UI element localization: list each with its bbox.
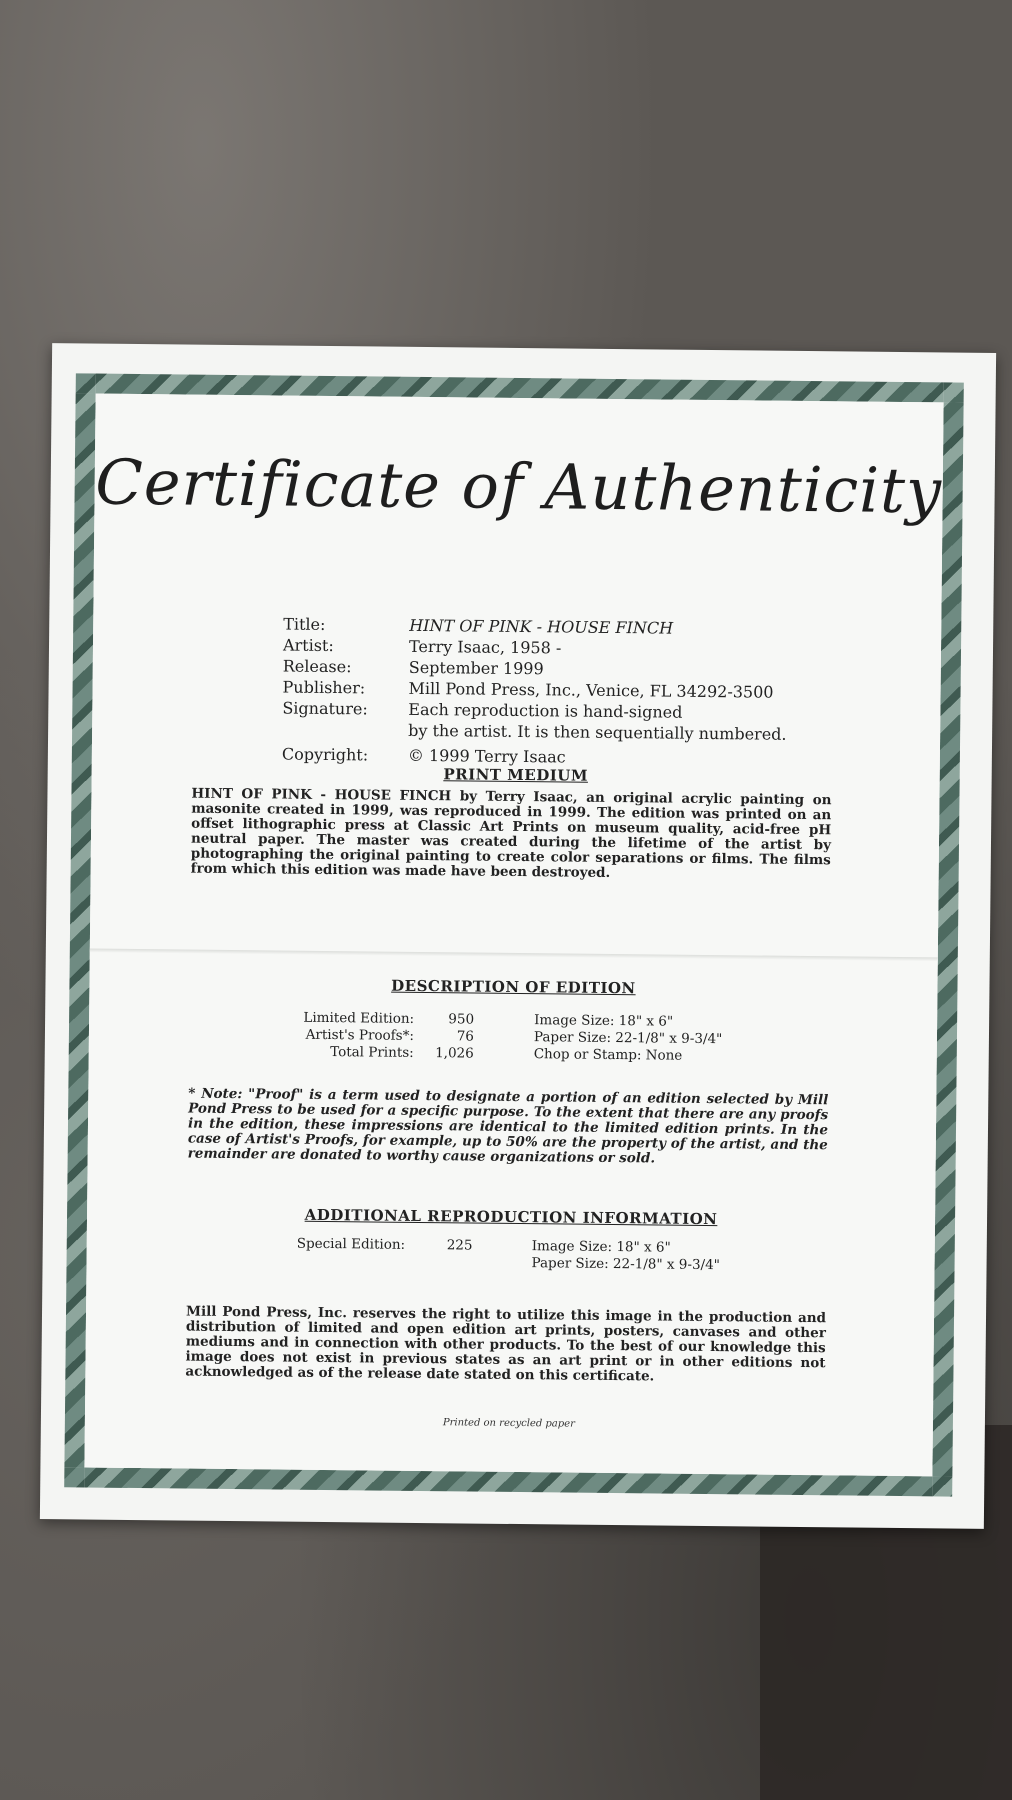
certificate-sheet	[40, 343, 996, 1529]
edition-row: Total Prints: 1,026 Chop or Stamp: None	[330, 1044, 683, 1064]
certificate-title: Certificate of Authenticity	[95, 445, 943, 528]
additional-heading: ADDITIONAL REPRODUCTION INFORMATION	[304, 1205, 718, 1229]
certificate-body	[84, 394, 943, 1477]
recycled-paper-note: Printed on recycled paper	[442, 1417, 575, 1430]
print-medium-text: HINT OF PINK - HOUSE FINCH by Terry Isaac, an original acrylic painting on masonite created in 1999, was reproduced in 1999. The edition was printed on an offset lithographic press at Classic Art Prints on museum quality, acid-free pH neutral paper. The master was created during the lifetime of the artist by photographing the original painting to create color separations or films. The films from which this edition was made have been destroyed.	[190, 785, 832, 881]
additional-table	[296, 1236, 751, 1275]
fact-row: Title: HINT OF PINK - HOUSE FINCH	[283, 614, 829, 641]
artwork-title: HINT OF PINK - HOUSE FINCH	[409, 615, 674, 638]
fold-line	[90, 949, 938, 962]
fact-row: by the artist. It is then sequentially numbered.	[408, 720, 787, 744]
fact-row: Artist: Terry Isaac, 1958 -	[282, 635, 562, 658]
facts-block	[282, 614, 830, 771]
print-medium-heading: PRINT MEDIUM	[443, 765, 589, 785]
fact-row: Copyright: © 1999 Terry Isaac	[281, 744, 566, 767]
proof-note: * Note: "Proof" is a term used to designate a portion of an edition selected by Mill Pond Press to be used for a specific purpose. To the extent that there are any proofs in the edition, these impressions are identical to the limited edition prints. In the case of Artist's Proofs, for example, up to 50% are the property of the artist, and the remainder are donated to worthy cause organizations or sold.	[187, 1085, 829, 1167]
additional-text: Mill Pond Press, Inc. reserves the right to utilize this image in the production and distribution of limited and open edition art prints, posters, canvases and other mediums and in connection with other products. To the best of our knowledge this image does not exist in previous states as an art print or in other editions not acknowledged as of the release date stated on this certificate.	[185, 1303, 827, 1385]
fact-row: Release: September 1999	[282, 656, 544, 679]
fact-row: Publisher: Mill Pond Press, Inc., Venice, FL 34292-3500	[282, 677, 774, 702]
additional-row: Paper Size: 22-1/8" x 9-3/4"	[531, 1255, 721, 1274]
additional-row: Special Edition: 225 Image Size: 18" x 6"	[296, 1235, 671, 1256]
edition-row: Limited Edition: 950 Image Size: 18" x 6"	[303, 1009, 674, 1030]
fact-row: Signature: Each reproduction is hand-signed	[282, 698, 683, 722]
edition-heading: DESCRIPTION OF EDITION	[391, 976, 636, 998]
edition-row: Artist's Proofs*: 76 Paper Size: 22-1/8" x 9-3/4"	[305, 1026, 723, 1048]
edition-table	[299, 1010, 755, 1066]
